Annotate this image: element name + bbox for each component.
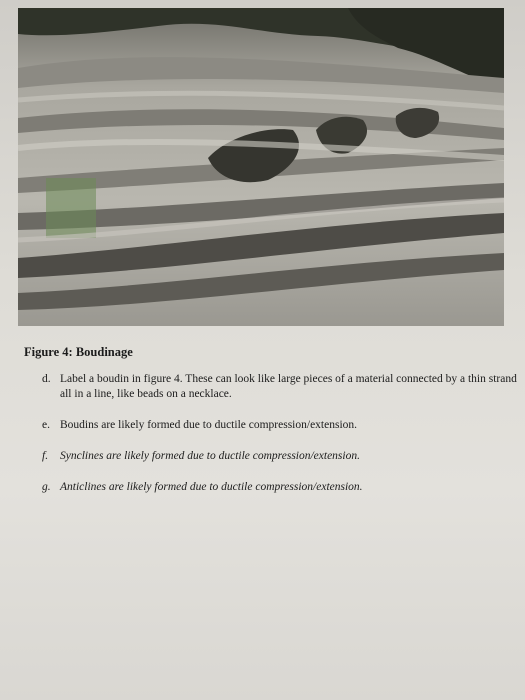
- question-f-text: Synclines are likely formed due to ductile compression/extension.: [60, 450, 360, 462]
- question-list: [42, 372, 518, 495]
- question-f: [42, 449, 518, 464]
- question-e: [42, 418, 518, 433]
- question-f-label: f.: [42, 450, 49, 462]
- question-g-text: Anticlines are likely formed due to ductile compression/extension.: [60, 481, 363, 493]
- question-g: [42, 480, 518, 495]
- boudinage-photo: [18, 8, 504, 326]
- figure-caption: Figure 4: Boudinage: [24, 345, 133, 359]
- rock-outcrop-image: [18, 8, 504, 326]
- question-g-label: g.: [42, 481, 51, 493]
- question-d: [42, 372, 518, 402]
- question-e-text: Boudins are likely formed due to ductile compression/extension.: [60, 419, 358, 431]
- question-d-label: d.: [42, 373, 51, 385]
- question-d-text: Label a boudin in figure 4. These can look like large pieces of a material connected by a thin strand all in a line, like beads on a necklace.: [60, 373, 517, 400]
- question-e-label: e.: [42, 419, 50, 431]
